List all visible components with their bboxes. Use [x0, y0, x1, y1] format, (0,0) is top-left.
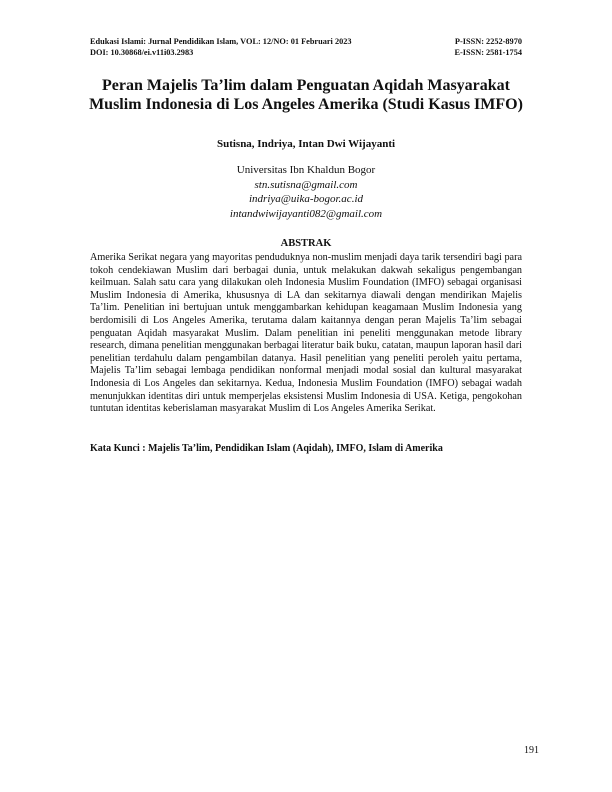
affiliation: [60, 163, 552, 221]
journal-info: Edukasi Islami: Jurnal Pendidikan Islam, VOL: 12/NO: 01 Februari 2023: [90, 37, 352, 46]
e-issn: E-ISSN: 2581-1754: [454, 48, 522, 57]
paper-title: [60, 76, 552, 114]
keywords: Kata Kunci : Majelis Ta’lim, Pendidikan Islam (Aqidah), IMFO, Islam di Amerika: [90, 443, 443, 454]
email-1: stn.sutisna@gmail.com: [254, 178, 358, 191]
email-2: indriya@uika-bogor.ac.id: [249, 193, 363, 205]
page-number: 191: [524, 745, 539, 756]
institution: Universitas Ibn Khaldun Bogor: [236, 164, 376, 176]
doi: DOI: 10.30868/ei.v11i03.2983: [90, 48, 194, 57]
p-issn: P-ISSN: 2252-8970: [454, 37, 522, 46]
title-line-1: Peran Majelis Ta’lim dalam Penguatan Aqidah Masyarakat: [101, 77, 511, 94]
abstract-body: Amerika Serikat negara yang mayoritas penduduknya non-muslim menjadi daya tarik tersendiri bagi para tokoh cendekiawan Muslim dari berbagai dunia, untuk melakukan dakwah sekaligus pengembangan keilmuan. Salah satu cara yang dilakukan oleh Indonesia Muslim Foundation (IMFO) sebagai organisasi Muslim Indonesia di Amerika, khususnya di LA dan sekitarnya diawali dengan mendirikan Majelis Ta’lim. Penelitian ini bertujuan untuk menggambarkan kehidupan keagamaan Muslim Indonesia yang berdomisili di Los Angeles Amerika, terutama dalam kaitannya dengan peran Majelis Ta’lim sebagai penguatan Aqidah masyarakat Muslim. Dalam penelitian ini peneliti menggunakan metode library research, dimana penelitian menggunakan berbagai literatur baik buku, catatan, maupun laporan hasil dari penelitian terdahulu dalam pengambilan datanya. Hasil penelitian yang peneliti peroleh yaitu pertama, Majelis Ta’lim sebagai lembaga pendidikan nonformal menjadi modal sosial dan kultural masyarakat Indonesia di Los Angeles dan sekitarnya. Kedua, Indonesia Muslim Foundation (IMFO) sebagai wadah menunjukkan identitas diri untuk memperjelas eksistensi Muslim Indonesia di USA. Ketiga, pengokohan tuntutan identitas keberislaman masyarakat Muslim di Los Angeles Amerika Serikat.: [90, 252, 522, 415]
title-line-2: Muslim Indonesia di Los Angeles Amerika (Studi Kasus IMFO): [89, 96, 523, 113]
email-3: intandwiwijayanti082@gmail.com: [229, 207, 383, 220]
journal-header: [90, 36, 522, 58]
authors: Sutisna, Indriya, Intan Dwi Wijayanti: [216, 138, 396, 150]
abstract-heading: ABSTRAK: [280, 238, 332, 249]
